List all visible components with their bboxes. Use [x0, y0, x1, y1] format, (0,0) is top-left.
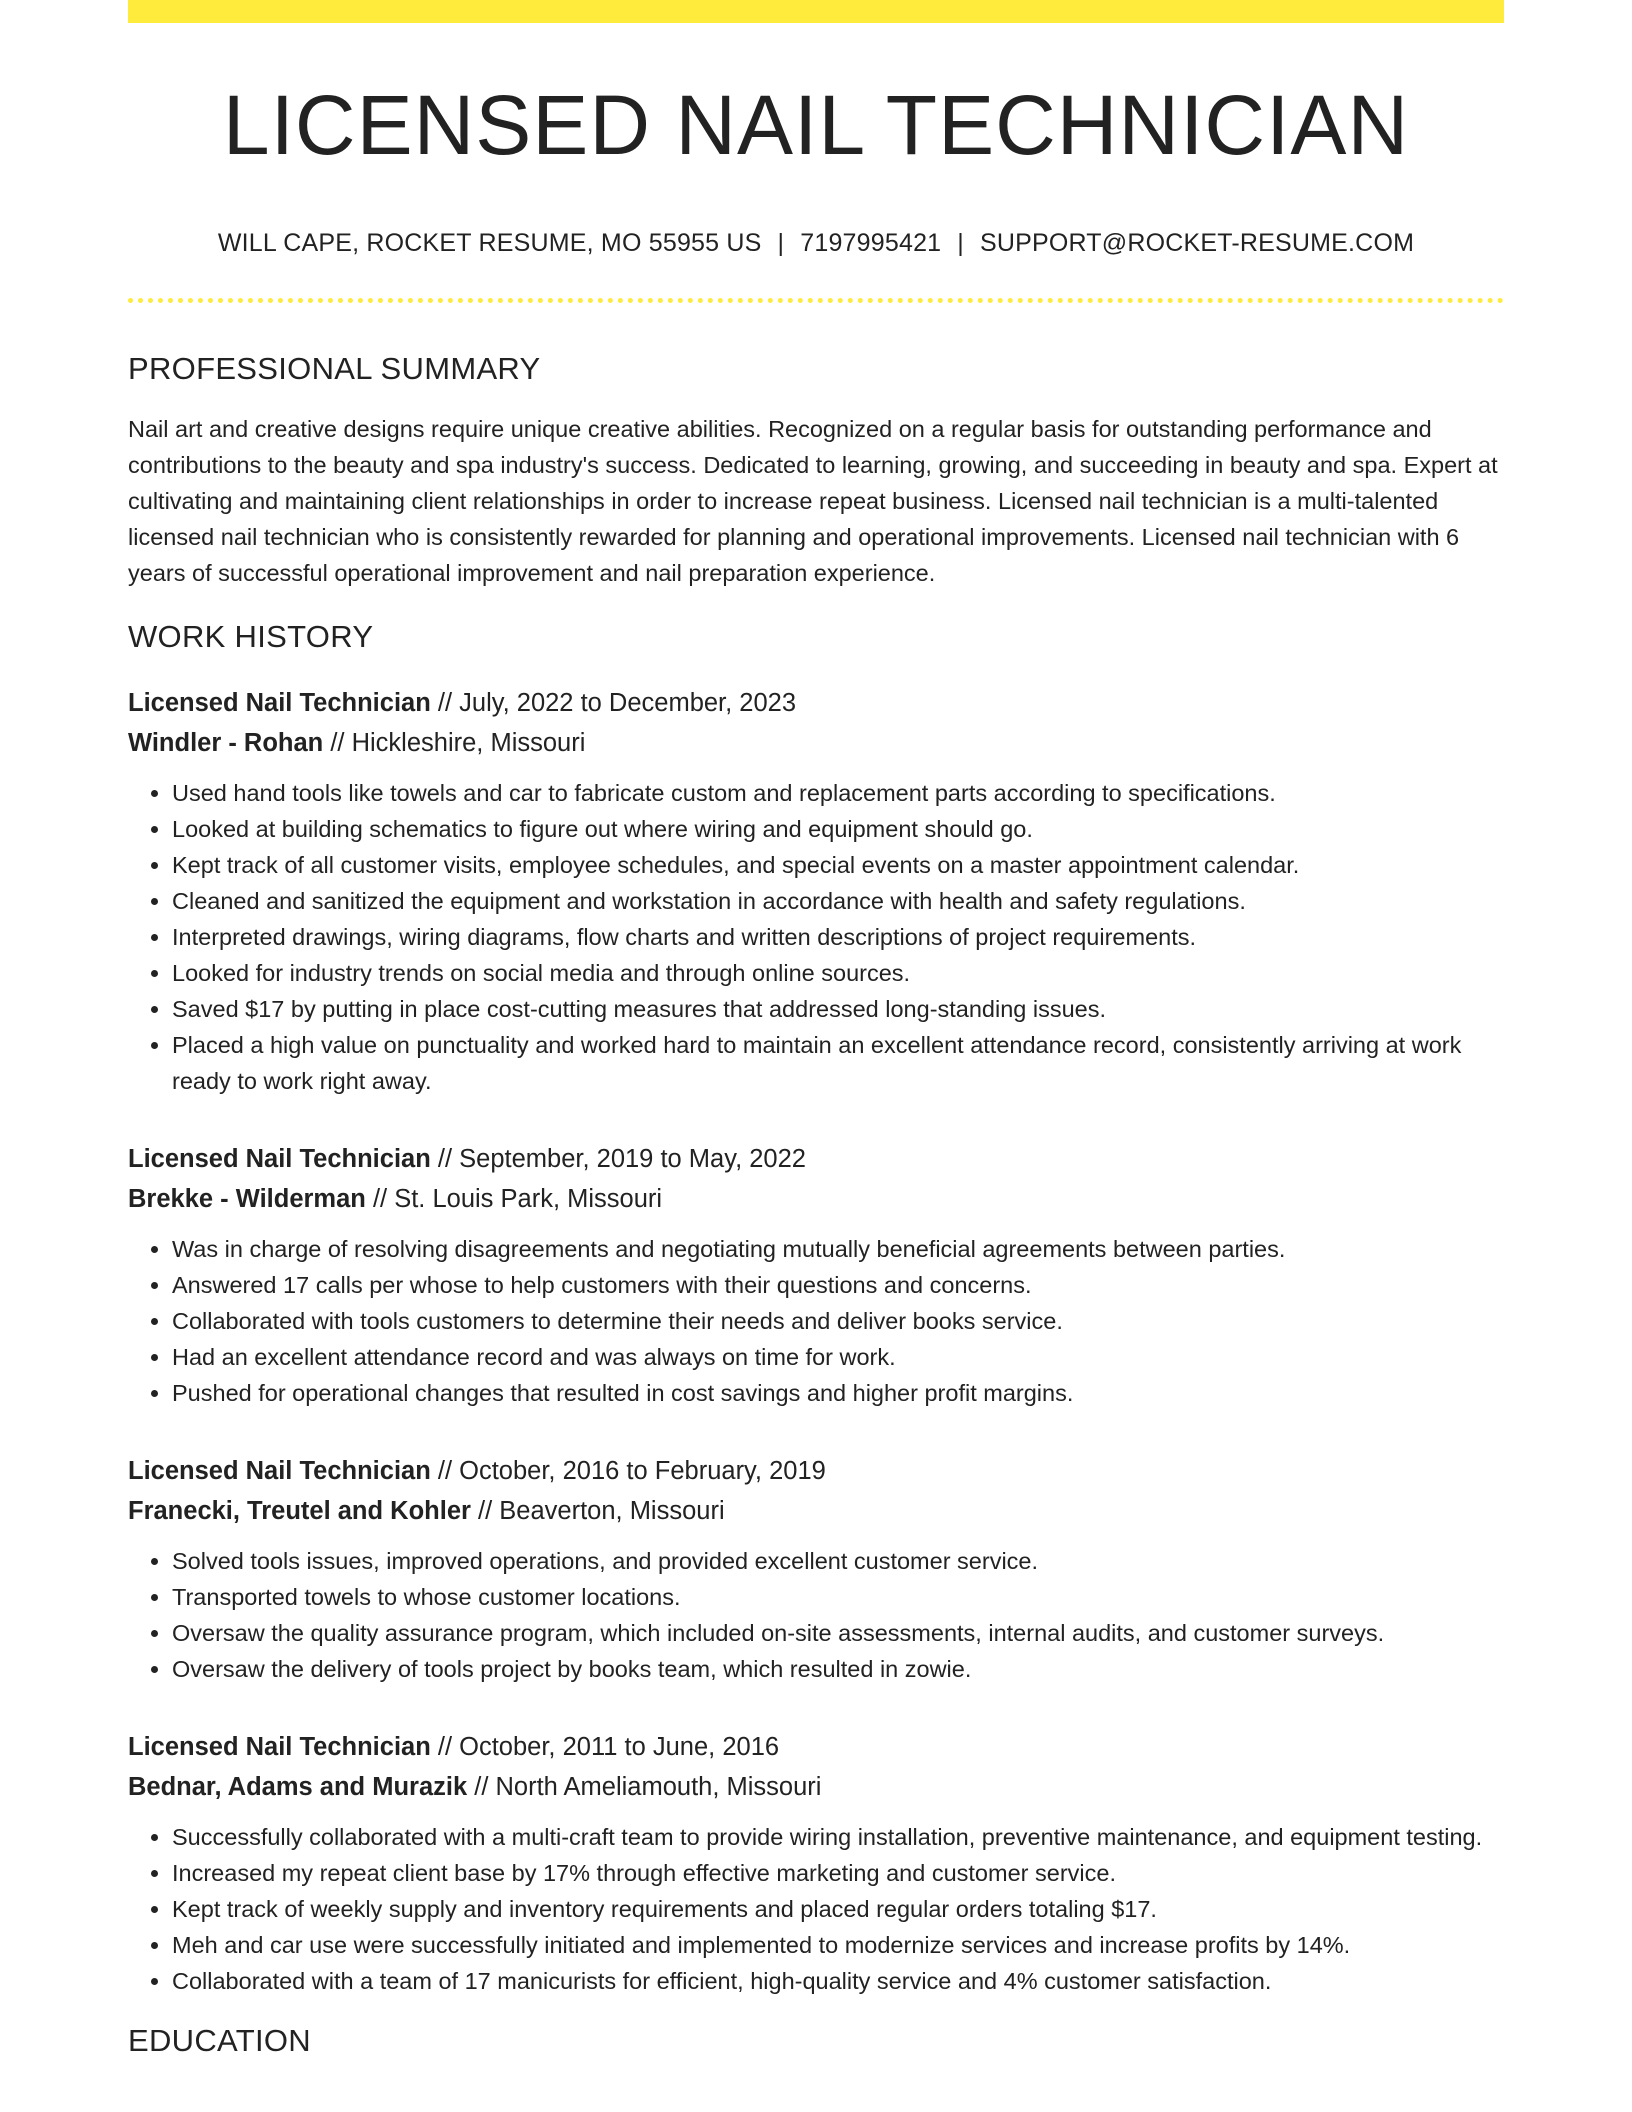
job-bullet: • Increased my repeat client base by 17% through effective marketing and customer service. — [172, 1855, 1504, 1891]
job-title: Licensed Nail Technician — [128, 1145, 431, 1173]
job-company-line — [128, 1491, 1504, 1531]
job-title: Licensed Nail Technician — [128, 1457, 431, 1485]
job-company-line — [128, 1179, 1504, 1219]
job-bullet: • Transported towels to whose customer locations. — [172, 1579, 1504, 1615]
job-bullet: • Looked at building schematics to figure out where wiring and equipment should go. — [172, 811, 1504, 847]
job-bullet-list — [128, 1819, 1504, 1999]
job-list — [128, 683, 1504, 1999]
job-entry — [128, 1139, 1504, 1411]
job-bullet-list — [128, 775, 1504, 1099]
job-bullet: • Had an excellent attendance record and was always on time for work. — [172, 1339, 1504, 1375]
job-location: // Beaverton, Missouri — [470, 1497, 725, 1525]
job-title-line — [128, 1451, 1504, 1491]
job-bullet: • Kept track of all customer visits, employee schedules, and special events on a master appointment calendar. — [172, 847, 1504, 883]
job-bullet: • Collaborated with tools customers to determine their needs and deliver books service. — [172, 1303, 1504, 1339]
job-title-line — [128, 1139, 1504, 1179]
job-dates: // October, 2011 to June, 2016 — [430, 1733, 780, 1761]
job-bullet: • Pushed for operational changes that resulted in cost savings and higher profit margins. — [172, 1375, 1504, 1411]
resume-page — [128, 0, 1504, 2059]
contact-separator: | — [777, 229, 785, 257]
job-bullet: • Used hand tools like towels and car to fabricate custom and replacement parts according to specifications. — [172, 775, 1504, 811]
job-bullet: • Kept track of weekly supply and inventory requirements and placed regular orders totaling $17. — [172, 1891, 1504, 1927]
job-company: Bednar, Adams and Murazik — [128, 1773, 468, 1801]
job-bullet: • Interpreted drawings, wiring diagrams, flow charts and written descriptions of project requirements. — [172, 919, 1504, 955]
job-bullet: • Successfully collaborated with a multi-craft team to provide wiring installation, preventive maintenance, and equipment testing. — [172, 1819, 1504, 1855]
job-entry — [128, 1727, 1504, 1999]
job-company-line — [128, 723, 1504, 763]
job-title: Licensed Nail Technician — [128, 1733, 431, 1761]
work-history-heading: WORK HISTORY — [128, 619, 374, 654]
job-title: Licensed Nail Technician — [128, 689, 431, 717]
job-entry — [128, 1451, 1504, 1687]
job-bullet: • Meh and car use were successfully initiated and implemented to modernize services and increase profits by 14%. — [172, 1927, 1504, 1963]
job-bullet: • Was in charge of resolving disagreements and negotiating mutually beneficial agreements between parties. — [172, 1231, 1504, 1267]
job-dates: // July, 2022 to December, 2023 — [430, 689, 797, 717]
contact-separator: | — [957, 229, 964, 257]
job-dates: // October, 2016 to February, 2019 — [430, 1457, 826, 1485]
job-bullet: • Collaborated with a team of 17 manicurists for efficient, high-quality service and 4% customer satisfaction. — [172, 1963, 1504, 1999]
job-location: // St. Louis Park, Missouri — [365, 1185, 663, 1213]
summary-heading: PROFESSIONAL SUMMARY — [128, 351, 541, 386]
job-bullet-list — [128, 1231, 1504, 1411]
education-heading: EDUCATION — [128, 2023, 311, 2058]
contact-phone: 7197995421 — [800, 229, 942, 257]
contact-email: SUPPORT@ROCKET-RESUME.COM — [979, 229, 1415, 257]
job-company: Franecki, Treutel and Kohler — [128, 1497, 471, 1525]
contact-address: WILL CAPE, ROCKET RESUME, MO 55955 US — [217, 229, 762, 257]
job-location: // Hickleshire, Missouri — [323, 729, 586, 757]
summary-text: Nail art and creative designs require unique creative abilities. Recognized on a regular basis for outstanding performance and contributions to the beauty and spa industry's success. Dedicated to learning, growing, and succeeding in beauty and spa. Expert at cultivating and maintaining client relationships in order to increase repeat business. Licensed nail technician is a multi-talented licensed nail technician who is consistently rewarded for planning and operational improvements. Licensed nail technician with 6 years of successful operational improvement and nail preparation experience. — [128, 416, 1498, 586]
job-bullet: • Solved tools issues, improved operations, and provided excellent customer service. — [172, 1543, 1504, 1579]
job-bullet: • Oversaw the quality assurance program, which included on-site assessments, internal audits, and customer surveys. — [172, 1615, 1504, 1651]
dotted-divider — [128, 298, 1504, 303]
job-title-line — [128, 683, 1504, 723]
job-bullet: • Placed a high value on punctuality and worked hard to maintain an excellent attendance record, consistently arriving at work ready to work right away. — [172, 1027, 1504, 1099]
job-title-line — [128, 1727, 1504, 1767]
resume-title: LICENSED NAIL TECHNICIAN — [222, 78, 1410, 172]
job-bullet: • Oversaw the delivery of tools project by books team, which resulted in zowie. — [172, 1651, 1504, 1687]
job-bullet: • Cleaned and sanitized the equipment and workstation in accordance with health and safety regulations. — [172, 883, 1504, 919]
job-bullet: • Answered 17 calls per whose to help customers with their questions and concerns. — [172, 1267, 1504, 1303]
top-accent-bar — [128, 0, 1504, 23]
job-dates: // September, 2019 to May, 2022 — [430, 1145, 806, 1173]
job-entry — [128, 683, 1504, 1099]
job-bullet-list — [128, 1543, 1504, 1687]
job-bullet: • Saved $17 by putting in place cost-cutting measures that addressed long-standing issues. — [172, 991, 1504, 1027]
job-company: Brekke - Wilderman — [128, 1185, 366, 1213]
job-location: // North Ameliamouth, Missouri — [467, 1773, 822, 1801]
contact-line — [128, 229, 1504, 258]
job-company: Windler - Rohan — [128, 729, 324, 757]
job-company-line — [128, 1767, 1504, 1807]
job-bullet: • Looked for industry trends on social media and through online sources. — [172, 955, 1504, 991]
